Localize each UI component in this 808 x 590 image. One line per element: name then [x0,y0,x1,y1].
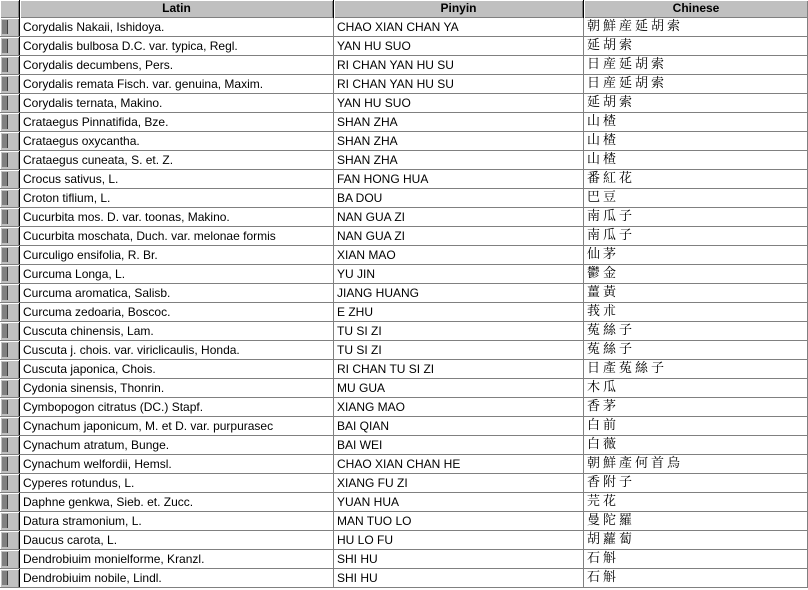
cell-latin[interactable]: Dendrobiuim nobile, Lindl. [20,569,334,587]
select-all-corner[interactable] [0,0,20,18]
row-selector[interactable] [0,37,20,55]
cell-pinyin[interactable]: YU JIN [334,265,584,283]
row-selector[interactable] [0,227,20,245]
table-row[interactable] [0,360,808,379]
row-selector[interactable] [0,18,20,36]
cell-latin[interactable]: Datura stramonium, L. [20,512,334,530]
row-selector[interactable] [0,455,20,473]
table-row[interactable] [0,512,808,531]
cell-chinese[interactable]: 薑黃 [584,284,808,302]
cell-latin[interactable]: Corydalis bulbosa D.C. var. typica, Regl. [20,37,334,55]
cell-pinyin[interactable]: BAI WEI [334,436,584,454]
cell-pinyin[interactable]: E ZHU [334,303,584,321]
cell-chinese[interactable]: 鬱金 [584,265,808,283]
cell-pinyin[interactable]: YAN HU SUO [334,37,584,55]
cell-latin[interactable]: Curculigo ensifolia, R. Br. [20,246,334,264]
row-selector[interactable] [0,360,20,378]
cell-pinyin[interactable]: SHI HU [334,550,584,568]
cell-pinyin[interactable]: TU SI ZI [334,341,584,359]
cell-pinyin[interactable]: XIANG FU ZI [334,474,584,492]
cell-chinese[interactable]: 番紅花 [584,170,808,188]
cell-pinyin[interactable]: BAI QIAN [334,417,584,435]
cell-chinese[interactable]: 曼陀羅 [584,512,808,530]
table-row[interactable] [0,265,808,284]
row-selector[interactable] [0,132,20,150]
row-selector[interactable] [0,75,20,93]
cell-pinyin[interactable]: RI CHAN YAN HU SU [334,75,584,93]
cell-latin[interactable]: Daphne genkwa, Sieb. et. Zucc. [20,493,334,511]
cell-latin[interactable]: Cydonia sinensis, Thonrin. [20,379,334,397]
table-row[interactable] [0,303,808,322]
cell-latin[interactable]: Cucurbita moschata, Duch. var. melonae formis [20,227,334,245]
row-selector[interactable] [0,189,20,207]
cell-chinese[interactable]: 木瓜 [584,379,808,397]
cell-chinese[interactable]: 山楂 [584,113,808,131]
table-row[interactable] [0,246,808,265]
row-selector[interactable] [0,531,20,549]
cell-pinyin[interactable]: SHI HU [334,569,584,587]
cell-chinese[interactable]: 石斛 [584,569,808,587]
table-body [0,18,808,588]
row-selector[interactable] [0,113,20,131]
cell-chinese[interactable]: 香茅 [584,398,808,416]
row-selector[interactable] [0,512,20,530]
cell-pinyin[interactable]: RI CHAN YAN HU SU [334,56,584,74]
row-selector[interactable] [0,550,20,568]
cell-latin[interactable]: Cymbopogon citratus (DC.) Stapf. [20,398,334,416]
cell-latin[interactable]: Cuscuta japonica, Chois. [20,360,334,378]
cell-chinese[interactable]: 石斛 [584,550,808,568]
cell-latin[interactable]: Corydalis ternata, Makino. [20,94,334,112]
table-row[interactable] [0,227,808,246]
cell-pinyin[interactable]: CHAO XIAN CHAN HE [334,455,584,473]
cell-pinyin[interactable]: SHAN ZHA [334,113,584,131]
cell-pinyin[interactable]: CHAO XIAN CHAN YA [334,18,584,36]
cell-chinese[interactable]: 朝鮮產何首烏 [584,455,808,473]
row-selector[interactable] [0,417,20,435]
row-selector[interactable] [0,379,20,397]
cell-pinyin[interactable]: BA DOU [334,189,584,207]
cell-latin[interactable]: Cuscuta j. chois. var. viriclicaulis, Honda. [20,341,334,359]
row-selector[interactable] [0,56,20,74]
row-selector[interactable] [0,474,20,492]
table-row[interactable] [0,170,808,189]
table-row[interactable] [0,474,808,493]
cell-latin[interactable]: Curcuma Longa, L. [20,265,334,283]
cell-latin[interactable]: Cyperes rotundus, L. [20,474,334,492]
table-row[interactable] [0,379,808,398]
table-row[interactable] [0,531,808,550]
table-row[interactable] [0,284,808,303]
cell-chinese[interactable]: 胡蘿蔔 [584,531,808,549]
cell-pinyin[interactable]: YAN HU SUO [334,94,584,112]
table-row[interactable] [0,113,808,132]
cell-latin[interactable]: Crataegus Pinnatifida, Bze. [20,113,334,131]
cell-pinyin[interactable]: HU LO FU [334,531,584,549]
row-selector[interactable] [0,94,20,112]
cell-chinese[interactable]: 日產菟絲子 [584,360,808,378]
cell-latin[interactable]: Corydalis decumbens, Pers. [20,56,334,74]
row-selector[interactable] [0,284,20,302]
cell-latin[interactable]: Cynachum japonicum, M. et D. var. purpurasec [20,417,334,435]
cell-chinese[interactable]: 白前 [584,417,808,435]
row-selector[interactable] [0,398,20,416]
row-selector[interactable] [0,246,20,264]
cell-chinese[interactable]: 菟絲子 [584,341,808,359]
cell-chinese[interactable]: 仙茅 [584,246,808,264]
cell-chinese[interactable]: 芫花 [584,493,808,511]
cell-pinyin[interactable]: XIANG MAO [334,398,584,416]
column-header-chinese[interactable]: Chinese [584,0,808,18]
cell-pinyin[interactable]: JIANG HUANG [334,284,584,302]
table-row[interactable] [0,341,808,360]
cell-chinese[interactable]: 日産延胡索 [584,56,808,74]
cell-chinese[interactable]: 南瓜子 [584,227,808,245]
header-row [0,0,808,18]
row-selector[interactable] [0,208,20,226]
table-row[interactable] [0,18,808,37]
cell-chinese[interactable]: 莪朮 [584,303,808,321]
cell-latin[interactable]: Cynachum welfordii, Hemsl. [20,455,334,473]
cell-latin[interactable]: Crataegus oxycantha. [20,132,334,150]
table-row[interactable] [0,493,808,512]
cell-chinese[interactable]: 延胡索 [584,94,808,112]
column-header-pinyin[interactable]: Pinyin [334,0,584,18]
cell-pinyin[interactable]: NAN GUA ZI [334,208,584,226]
cell-latin[interactable]: Cucurbita mos. D. var. toonas, Makino. [20,208,334,226]
row-selector[interactable] [0,170,20,188]
table-row[interactable] [0,37,808,56]
cell-pinyin[interactable]: RI CHAN TU SI ZI [334,360,584,378]
table-row[interactable] [0,417,808,436]
cell-chinese[interactable]: 延胡索 [584,37,808,55]
cell-latin[interactable]: Corydalis Nakaii, Ishidoya. [20,18,334,36]
cell-chinese[interactable]: 南瓜子 [584,208,808,226]
row-selector[interactable] [0,265,20,283]
cell-chinese[interactable]: 朝鮮産延胡索 [584,18,808,36]
cell-latin[interactable]: Cynachum atratum, Bunge. [20,436,334,454]
row-selector[interactable] [0,569,20,587]
cell-pinyin[interactable]: NAN GUA ZI [334,227,584,245]
table-row[interactable] [0,75,808,94]
row-selector[interactable] [0,341,20,359]
row-selector[interactable] [0,151,20,169]
table-row[interactable] [0,398,808,417]
column-header-latin[interactable]: Latin [20,0,334,18]
table-row[interactable] [0,550,808,569]
cell-chinese[interactable]: 山楂 [584,151,808,169]
cell-pinyin[interactable]: SHAN ZHA [334,132,584,150]
table-row[interactable] [0,94,808,113]
cell-pinyin[interactable]: TU SI ZI [334,322,584,340]
table-row[interactable] [0,322,808,341]
table-row[interactable] [0,56,808,75]
cell-pinyin[interactable]: YUAN HUA [334,493,584,511]
cell-chinese[interactable]: 山楂 [584,132,808,150]
cell-chinese[interactable]: 白薇 [584,436,808,454]
table-row[interactable] [0,436,808,455]
table-row[interactable] [0,569,808,588]
cell-latin[interactable]: Crocus sativus, L. [20,170,334,188]
cell-chinese[interactable]: 日産延胡索 [584,75,808,93]
cell-chinese[interactable]: 巴豆 [584,189,808,207]
cell-latin[interactable]: Curcuma aromatica, Salisb. [20,284,334,302]
row-selector[interactable] [0,493,20,511]
cell-latin[interactable]: Croton tiflium, L. [20,189,334,207]
table-row[interactable] [0,189,808,208]
table-row[interactable] [0,132,808,151]
cell-pinyin[interactable]: FAN HONG HUA [334,170,584,188]
cell-latin[interactable]: Crataegus cuneata, S. et. Z. [20,151,334,169]
cell-pinyin[interactable]: MU GUA [334,379,584,397]
cell-pinyin[interactable]: SHAN ZHA [334,151,584,169]
cell-latin[interactable]: Daucus carota, L. [20,531,334,549]
table-row[interactable] [0,151,808,170]
cell-latin[interactable]: Curcuma zedoaria, Boscoc. [20,303,334,321]
row-selector[interactable] [0,436,20,454]
cell-pinyin[interactable]: MAN TUO LO [334,512,584,530]
table-row[interactable] [0,455,808,474]
cell-chinese[interactable]: 菟絲子 [584,322,808,340]
cell-latin[interactable]: Corydalis remata Fisch. var. genuina, Maxim. [20,75,334,93]
row-selector[interactable] [0,303,20,321]
cell-chinese[interactable]: 香附子 [584,474,808,492]
cell-pinyin[interactable]: XIAN MAO [334,246,584,264]
cell-latin[interactable]: Dendrobiuim monielforme, Kranzl. [20,550,334,568]
table-row[interactable] [0,208,808,227]
cell-latin[interactable]: Cuscuta chinensis, Lam. [20,322,334,340]
row-selector[interactable] [0,322,20,340]
